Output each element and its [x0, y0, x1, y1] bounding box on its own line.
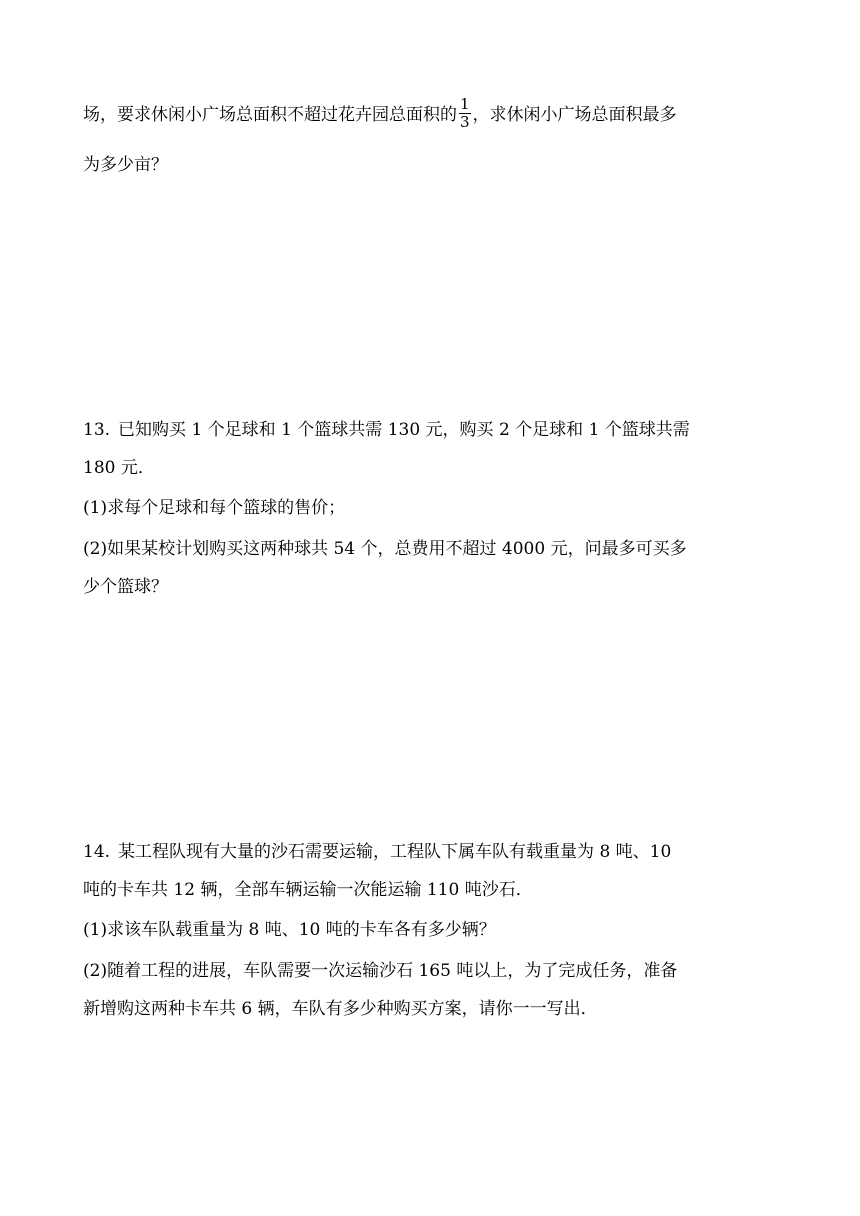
fraction-denominator: 3 — [460, 113, 470, 131]
fraction-numerator: 1 — [460, 95, 470, 113]
q13-stem-line-1 — [83, 418, 690, 442]
q14-stem-line-2: 吨的卡车共 12 辆，全部车辆运输一次能运输 110 吨沙石． — [83, 880, 533, 900]
fraction-one-third — [459, 96, 471, 131]
q13-part-2-line-2: 少个篮球？ — [83, 577, 168, 597]
q14-part-2-line-2: 新增购这两种卡车共 6 辆，车队有多少种购买方案，请你一一写出． — [83, 999, 598, 1019]
q13-stem-line-2: 180 元． — [83, 458, 155, 478]
q13-part-2-line-1: (2)如果某校计划购买这两种球共 54 个，总费用不超过 4000 元，问最多可买多 — [83, 539, 687, 559]
q12-line-1 — [83, 95, 677, 131]
q14-number: 14. — [83, 842, 111, 862]
q13-stem-text: 已知购买 1 个足球和 1 个篮球共需 130 元，购买 2 个足球和 1 个篮球共需 — [118, 420, 690, 440]
q14-stem-text: 某工程队现有大量的沙石需要运输，工程队下属车队有载重量为 8 吨、10 — [118, 842, 672, 862]
q12-line-2: 为多少亩？ — [83, 155, 168, 175]
q13-part-1: (1)求每个足球和每个篮球的售价； — [83, 498, 346, 518]
q12-text-after-fraction: ，求休闲小广场总面积最多 — [472, 105, 677, 125]
q13-number: 13. — [83, 420, 111, 440]
q14-part-1: (1)求该车队载重量为 8 吨、10 吨的卡车各有多少辆？ — [83, 920, 496, 940]
q14-part-2-line-1: (2)随着工程的进展，车队需要一次运输沙石 165 吨以上，为了完成任务，准备 — [83, 961, 678, 981]
q14-stem-line-1 — [83, 840, 671, 864]
q12-text-before-fraction: 场，要求休闲小广场总面积不超过花卉园总面积的 — [83, 105, 457, 125]
